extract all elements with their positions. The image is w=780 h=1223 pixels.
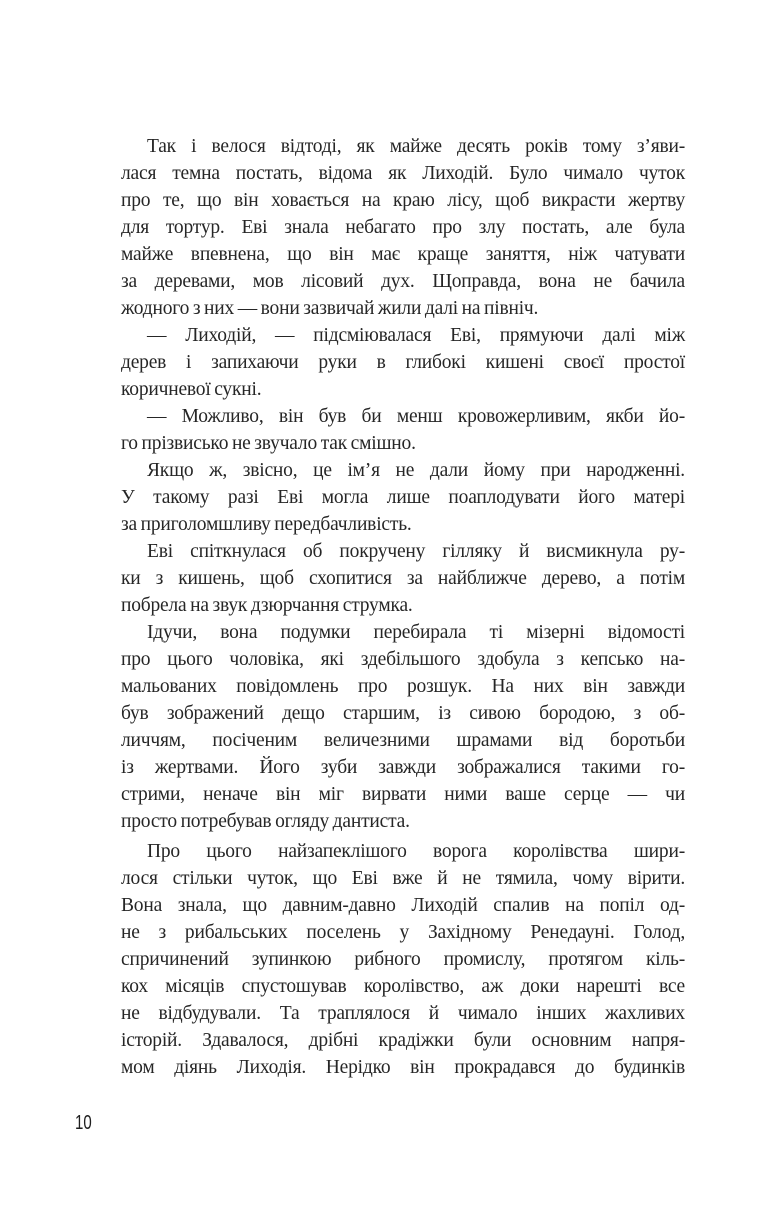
text-line: просто потребував огляду дантиста.: [121, 811, 410, 832]
paragraph: [121, 538, 685, 619]
page-number: 10: [75, 1112, 92, 1134]
paragraph: [121, 838, 685, 1081]
text-line: був зображений дещо старшим, із сивою бородою, з об-: [121, 703, 685, 724]
text-line: Якщо ж, звісно, це ім’я не дали йому при народженні.: [147, 460, 685, 481]
text-line: лося стільки чуток, що Еві вже й не тямила, чому вірити.: [121, 868, 685, 889]
text-line: дерев і запихаючи руки в глибокі кишені своєї простої: [121, 352, 685, 373]
text-line: мальованих повідомлень про розшук. На них він завжди: [121, 676, 685, 697]
text-line: Еві спіткнулася об покручену гілляку й висмикнула ру-: [147, 541, 685, 562]
paragraph: [121, 457, 685, 538]
paragraph: [121, 322, 685, 403]
text-line: коричневої сукні.: [121, 379, 262, 400]
text-line: не з рибальських поселень у Західному Ренедауні. Голод,: [121, 922, 685, 943]
text-line: із жертвами. Його зуби завжди зображалися такими го-: [121, 757, 685, 778]
text-line: — Можливо, він був би менш кровожерливим, якби йо-: [147, 406, 685, 427]
text-line: за деревами, мов лісовий дух. Щоправда, вона не бачила: [121, 271, 685, 292]
paragraph: [121, 133, 685, 322]
text-line: ки з кишень, щоб схопитися за найближче дерево, а потім: [121, 568, 685, 589]
text-line: жодного з них — вони зазвичай жили далі на північ.: [121, 298, 539, 319]
text-line: — Лиходій, — підсміювалася Еві, прямуючи далі між: [147, 325, 685, 346]
text-line: кох місяців спустошував королівство, аж доки нарешті все: [121, 976, 685, 997]
paragraph: [121, 403, 685, 457]
text-line: про цього чоловіка, які здебільшого здобула з кепсько на-: [121, 649, 685, 670]
text-line: Вона знала, що давним-давно Лиходій спалив на попіл од-: [121, 895, 685, 916]
text-line: Ідучи, вона подумки перебирала ті мізерні відомості: [147, 622, 685, 643]
page-text: [121, 133, 685, 1081]
text-line: Так і велося відтоді, як майже десять років тому з’яви-: [147, 136, 685, 157]
text-line: про те, що він ховається на краю лісу, щоб викрасти жертву: [121, 190, 685, 211]
text-line: за приголомшливу передбачливість.: [121, 514, 412, 535]
text-line: не відбудували. Та траплялося й чимало інших жахливих: [121, 1003, 685, 1024]
text-line: лася темна постать, відома як Лиходій. Було чимало чуток: [121, 163, 685, 184]
text-line: Про цього найзапеклішого ворога королівства шири-: [147, 841, 685, 862]
text-line: У такому разі Еві могла лише поаплодувати його матері: [121, 487, 685, 508]
paragraph: [121, 619, 685, 835]
text-line: личчям, посіченим величезними шрамами від боротьби: [121, 730, 685, 751]
text-line: побрела на звук дзюрчання струмка.: [121, 595, 413, 616]
text-line: го прізвисько не звучало так смішно.: [121, 433, 416, 454]
text-line: історій. Здавалося, дрібні крадіжки були основним напря-: [121, 1030, 685, 1051]
text-line: майже впевнена, що він має краще заняття, ніж чатувати: [121, 244, 685, 265]
text-line: стрими, неначе він міг вирвати ними ваше серце — чи: [121, 784, 685, 805]
text-line: мом діянь Лиходія. Нерідко він прокрадався до будинків: [121, 1057, 685, 1078]
text-line: спричинений зупинкою рибного промислу, протягом кіль-: [121, 949, 685, 970]
text-line: для тортур. Еві знала небагато про злу постать, але була: [121, 217, 685, 238]
